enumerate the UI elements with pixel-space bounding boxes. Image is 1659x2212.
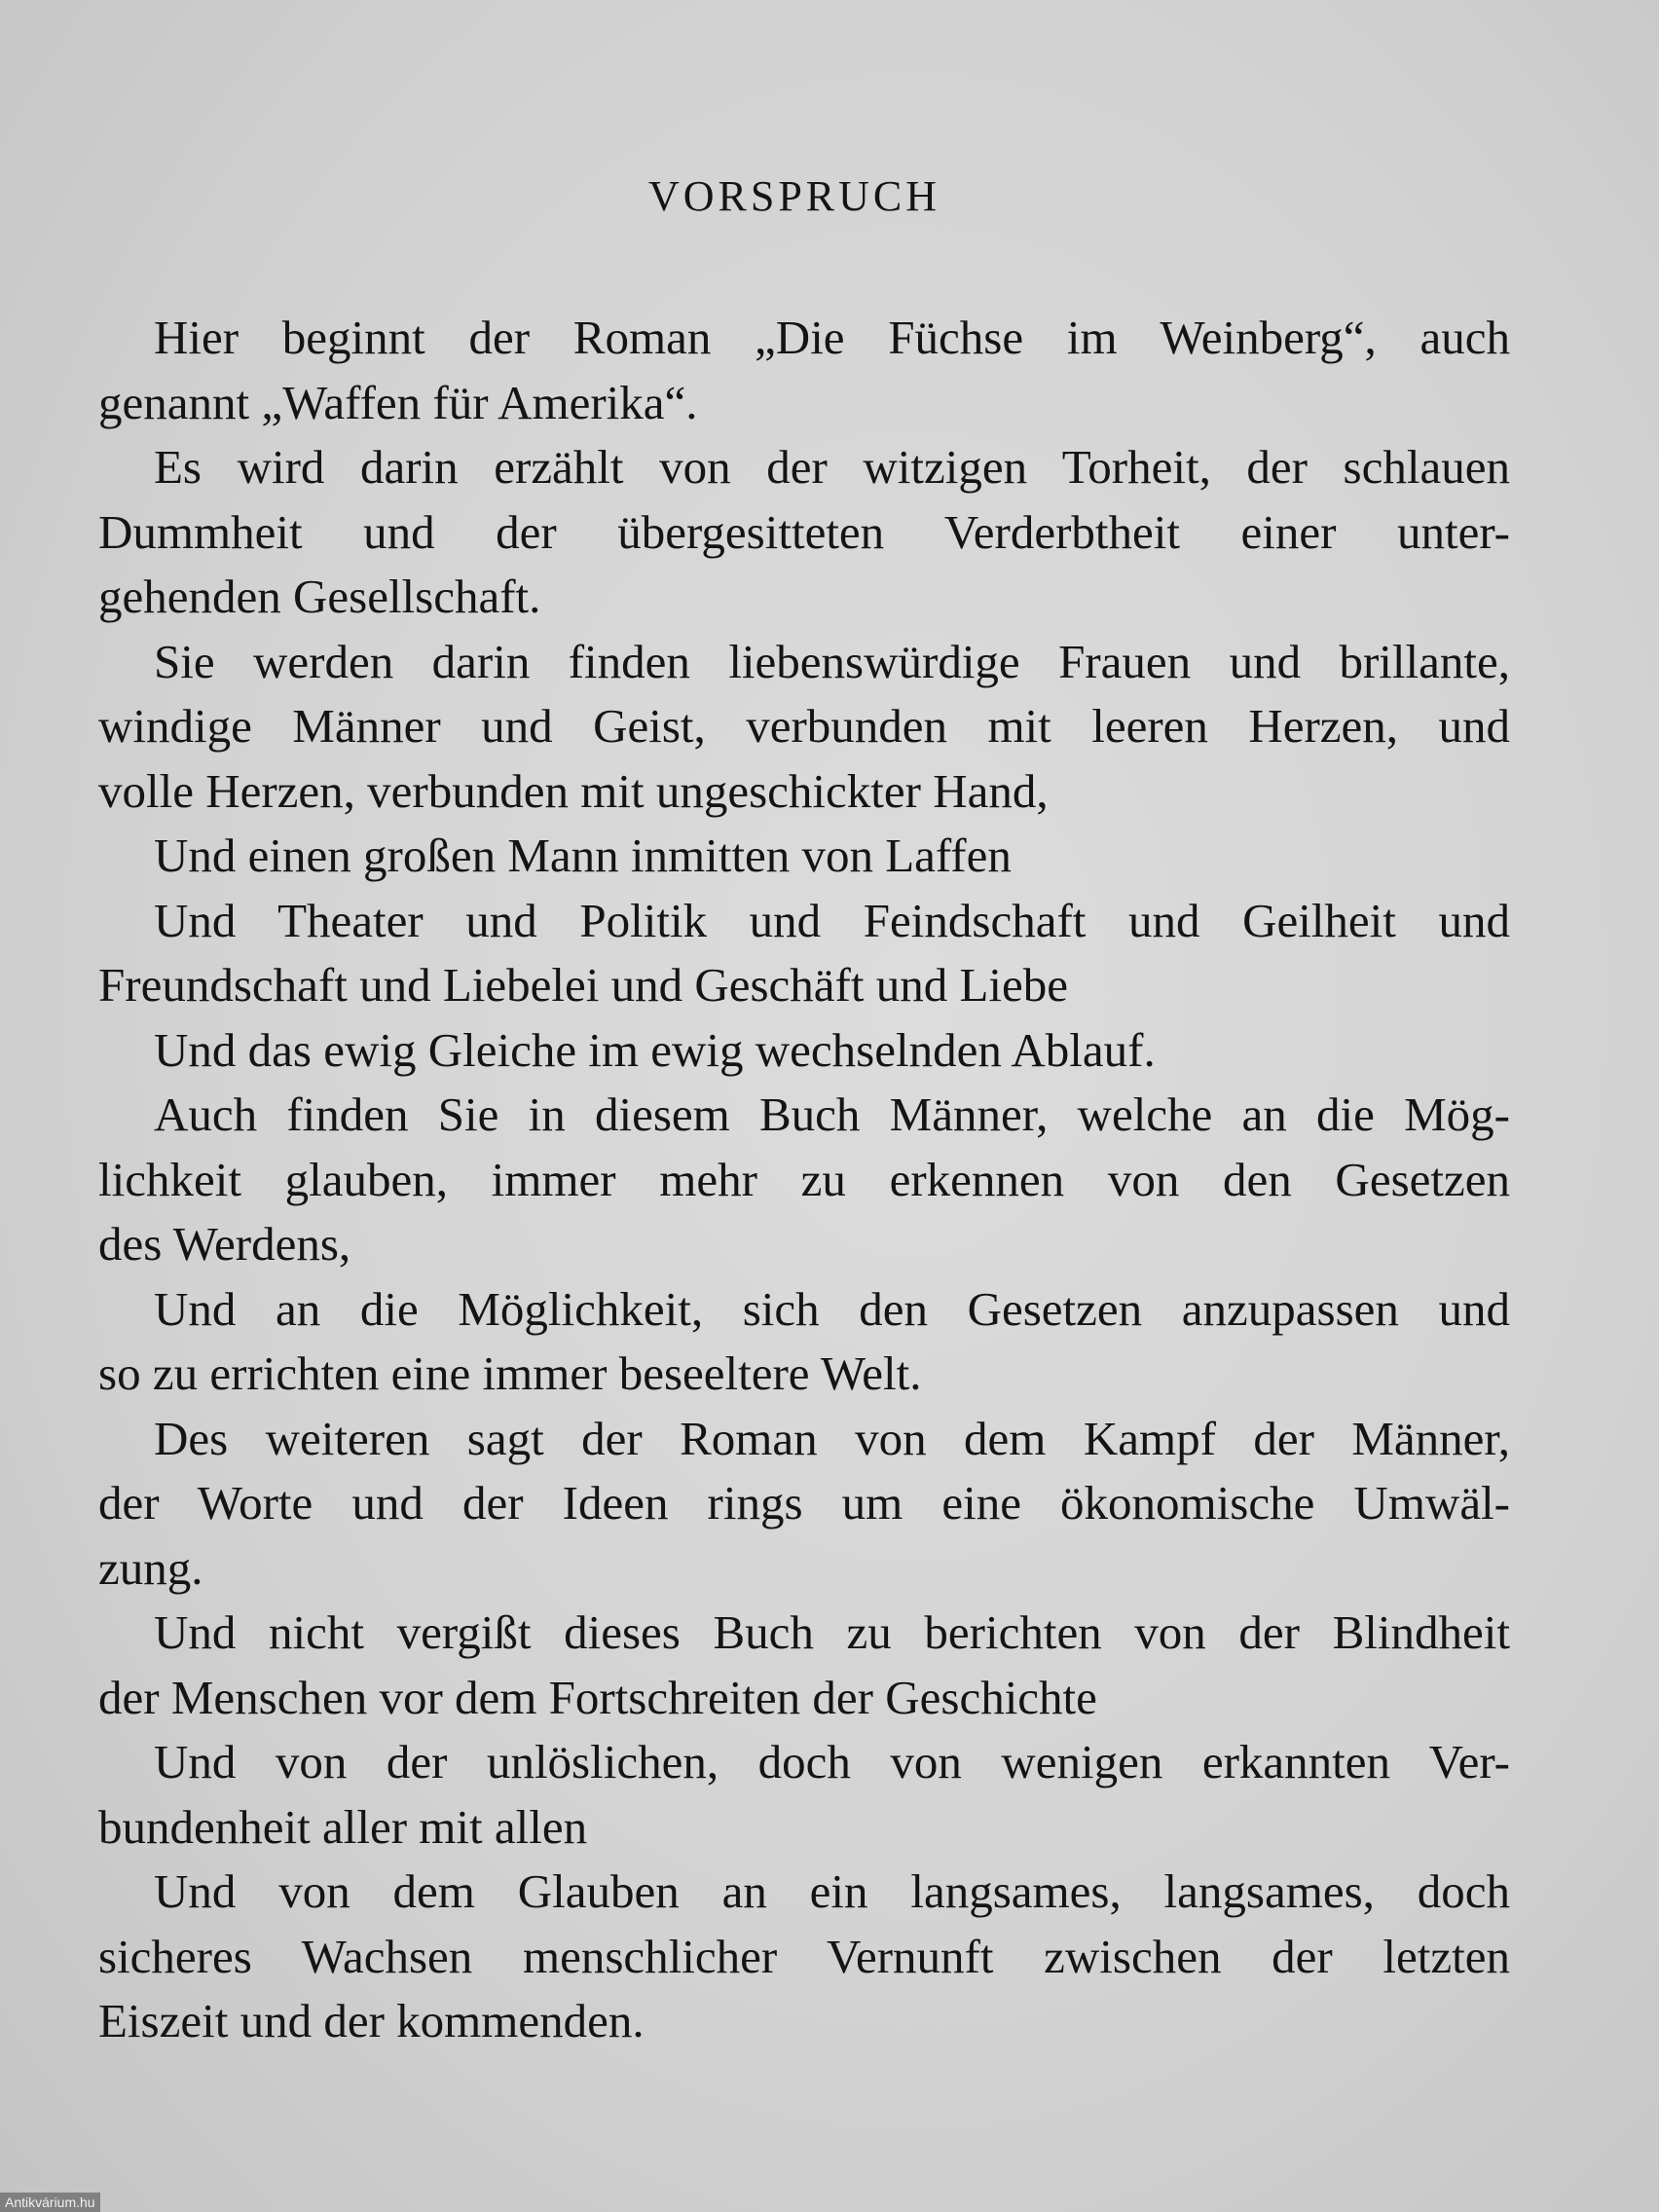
watermark-logo: Antikvárium.hu — [0, 2193, 100, 2212]
text-line: Und einen großen Mann inmitten von Laffen — [154, 829, 1012, 882]
text-line: Auch finden Sie in diesem Buch Männer, welche an die Mög- — [154, 1088, 1510, 1141]
text-line: Und an die Möglichkeit, sich den Gesetzen anzupassen und — [154, 1281, 1510, 1336]
text-line: windige Männer und Geist, verbunden mit leeren Herzen, und — [98, 699, 1510, 753]
text-line: des Werdens, — [98, 1217, 351, 1271]
text-line: bundenheit aller mit allen — [98, 1799, 588, 1854]
text-line: Eiszeit und der kommenden. — [98, 1994, 645, 2047]
text-line: zung. — [98, 1540, 203, 1595]
text-line: Und nicht vergißt dieses Buch zu berichten von der Blindheit — [154, 1605, 1510, 1659]
text-line: genannt „Waffen für Amerika“. — [98, 375, 698, 429]
text-line: Sie werden darin finden liebenswürdige Frauen und brillante, — [154, 634, 1510, 688]
text-line: volle Herzen, verbunden mit ungeschickter Hand, — [98, 763, 1049, 818]
text-line: Hier beginnt der Roman „Die Füchse im Weinberg“, auch — [154, 311, 1510, 364]
text-line: sicheres Wachsen menschlicher Vernunft zwischen der letzten — [98, 1929, 1510, 1983]
text-line: Dummheit und der übergesitteten Verderbtheit einer unter- — [98, 504, 1510, 559]
body-text — [98, 306, 1510, 2054]
text-line: Und von dem Glauben an ein langsames, langsames, doch — [154, 1864, 1510, 1918]
text-line: der Worte und der Ideen rings um eine ökonomische Umwäl- — [98, 1476, 1510, 1530]
text-line: Und von der unlöslichen, doch von wenigen erkannten Ver- — [154, 1735, 1510, 1788]
text-line: Freundschaft und Liebelei und Geschäft und Liebe — [98, 958, 1069, 1012]
text-line: der Menschen vor dem Fortschreiten der Geschichte — [98, 1670, 1097, 1724]
text-line: so zu errichten eine immer beseeltere Welt. — [98, 1346, 922, 1400]
text-line: Und Theater und Politik und Feindschaft und Geilheit und — [154, 893, 1510, 947]
text-line: Des weiteren sagt der Roman von dem Kampf der Männer, — [154, 1411, 1510, 1465]
text-line: Es wird darin erzählt von der witzigen Torheit, der schlauen — [154, 440, 1510, 494]
text-line: lichkeit glauben, immer mehr zu erkennen von den Gesetzen — [98, 1152, 1510, 1206]
page-title: VORSPRUCH — [647, 172, 941, 220]
text-line: gehenden Gesellschaft. — [98, 570, 541, 623]
text-line: Und das ewig Gleiche im ewig wechselnden Ablauf. — [154, 1022, 1156, 1077]
